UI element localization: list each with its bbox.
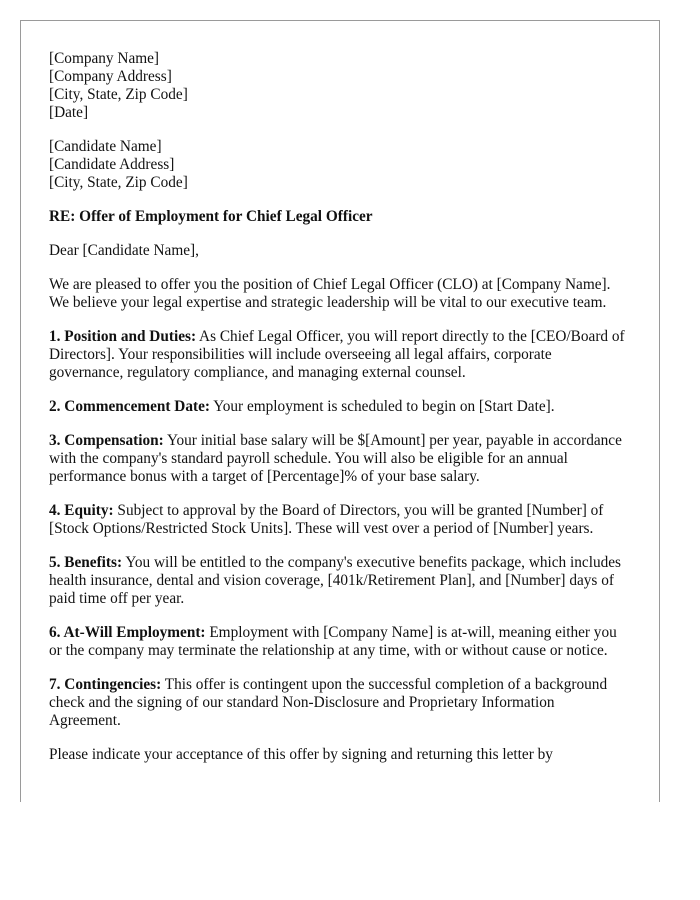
intro-paragraph: We are pleased to offer you the position of Chief Legal Officer (CLO) at [Company Name]. We believe your legal expertise and strategic leadership will be vital to our executive team.: [49, 276, 611, 311]
section-contingencies: [49, 676, 629, 730]
section-text: This offer is contingent upon the successful completion of a background check and the signing of our standard Non-Disclosure and Proprietary Information Agreement.: [49, 676, 608, 729]
salutation: Dear [Candidate Name],: [49, 242, 199, 259]
section-title: 1. Position and Duties:: [49, 328, 197, 345]
closing-paragraph: Please indicate your acceptance of this offer by signing and returning this letter by: [49, 746, 553, 763]
sender-block: [49, 50, 629, 122]
section-equity: [49, 502, 629, 538]
section-title: 6. At-Will Employment:: [49, 624, 206, 641]
section-benefits: [49, 554, 629, 608]
section-text: Your initial base salary will be $[Amount] per year, payable in accordance with the company's standard payroll schedule. You will also be eligible for an annual performance bonus with a target of [Percentage]% of your base salary.: [49, 432, 622, 485]
subject-line: RE: Offer of Employment for Chief Legal Officer: [49, 208, 373, 225]
recipient-name: [Candidate Name]: [49, 138, 162, 155]
section-text: You will be entitled to the company's executive benefits package, which includes health insurance, dental and vision coverage, [401k/Retirement Plan], and [Number] days of paid time off per year.: [49, 554, 622, 607]
section-at-will-employment: [49, 624, 629, 660]
letter-page: [20, 20, 660, 802]
section-text: Employment with [Company Name] is at-will, meaning either you or the company may terminate the relationship at any time, with or without cause or notice.: [49, 624, 617, 659]
section-commencement-date: [49, 398, 629, 416]
section-position-duties: [49, 328, 629, 382]
section-compensation: [49, 432, 629, 486]
letter-date: [Date]: [49, 104, 89, 121]
sender-company-address: [Company Address]: [49, 68, 172, 85]
section-title: 7. Contingencies:: [49, 676, 162, 693]
sender-company-name: [Company Name]: [49, 50, 160, 67]
section-title: 4. Equity:: [49, 502, 114, 519]
section-text: As Chief Legal Officer, you will report directly to the [CEO/Board of Directors]. Your responsibilities will include overseeing all legal affairs, corporate governance, regulatory compliance, and managing external counsel.: [49, 328, 625, 381]
recipient-block: [49, 138, 629, 192]
section-title: 5. Benefits:: [49, 554, 123, 571]
section-title: 3. Compensation:: [49, 432, 164, 449]
section-title: 2. Commencement Date:: [49, 398, 210, 415]
section-text: Your employment is scheduled to begin on [Start Date].: [209, 398, 555, 415]
letter-body: [49, 50, 629, 780]
section-text: Subject to approval by the Board of Directors, you will be granted [Number] of [Stock Options/Restricted Stock Units]. These will vest over a period of [Number] years.: [49, 502, 604, 537]
recipient-address: [Candidate Address]: [49, 156, 175, 173]
recipient-city-state-zip: [City, State, Zip Code]: [49, 174, 188, 191]
sender-city-state-zip: [City, State, Zip Code]: [49, 86, 188, 103]
